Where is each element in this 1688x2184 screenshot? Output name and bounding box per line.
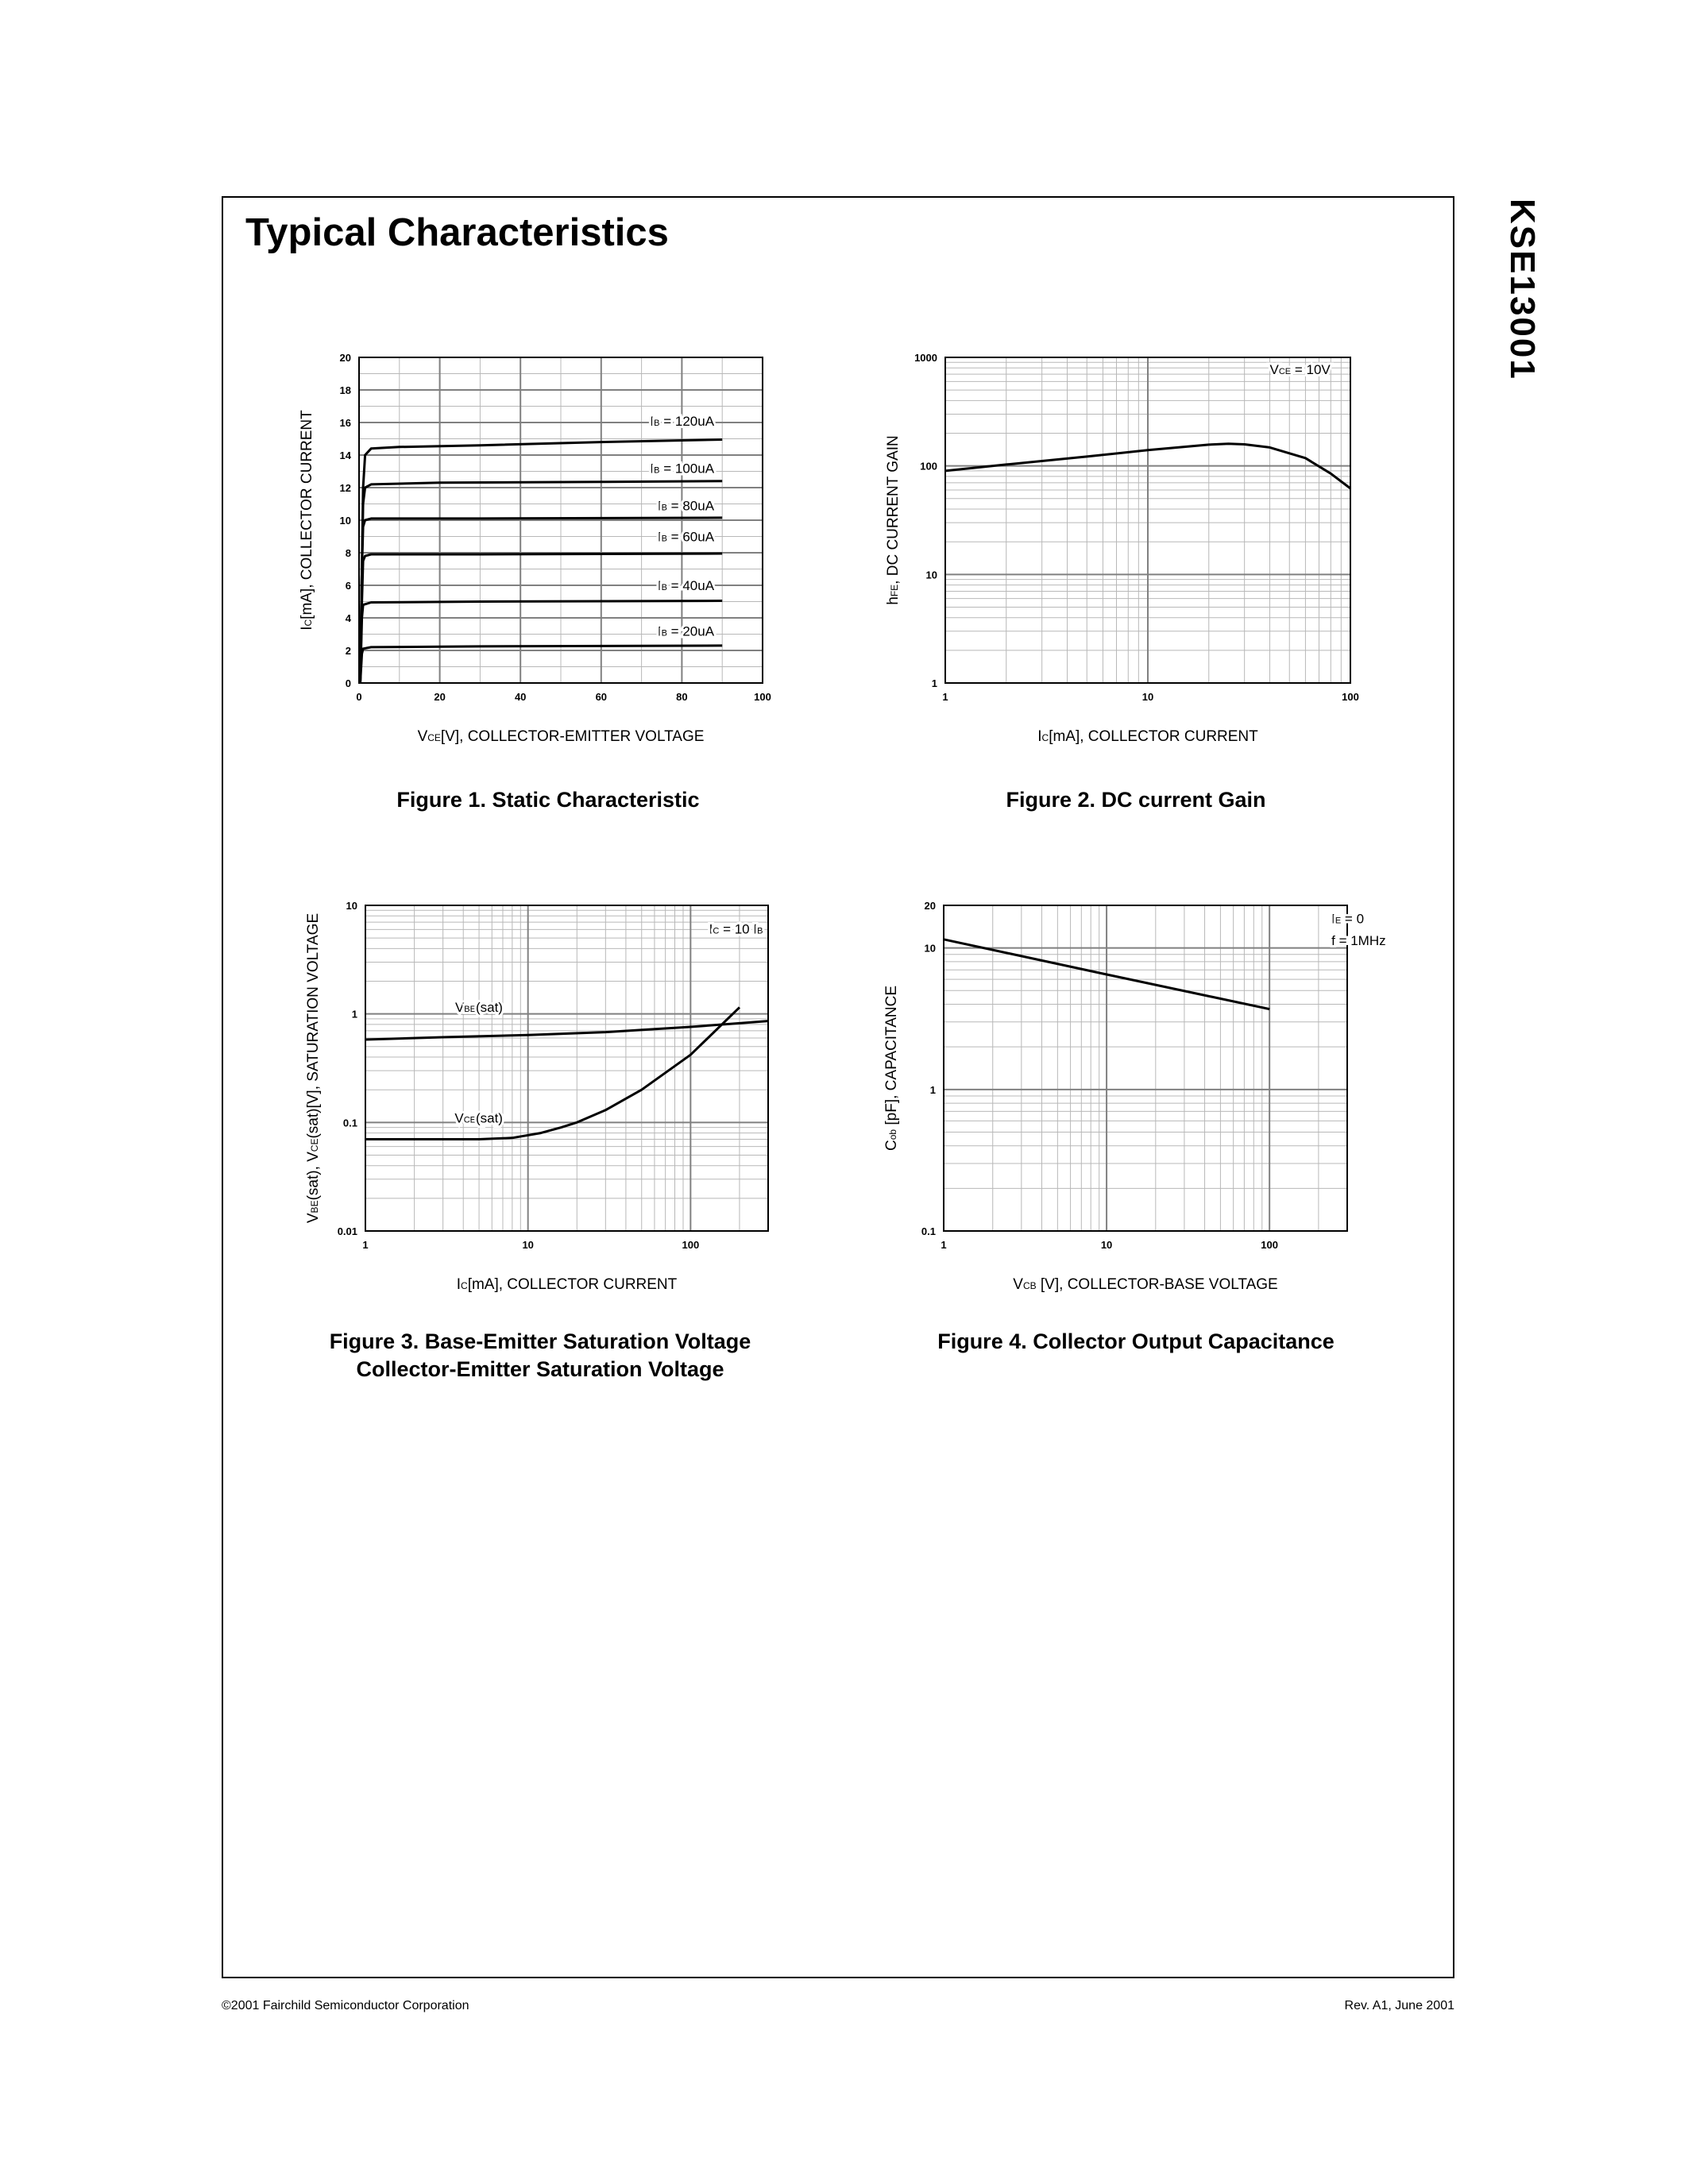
x-tick-label: 100 bbox=[1342, 691, 1359, 703]
series-label-1: VCE(sat) bbox=[454, 1110, 503, 1126]
y-tick-label: 8 bbox=[345, 547, 351, 559]
series-label-1: IB = 100uA bbox=[650, 461, 715, 477]
y-tick-label: 10 bbox=[925, 569, 937, 581]
x-axis-label: VCE[V], COLLECTOR-EMITTER VOLTAGE bbox=[417, 728, 705, 745]
grid bbox=[944, 905, 1347, 1231]
chart-saturation-voltage bbox=[270, 889, 794, 1318]
series-label-3: IB = 60uA bbox=[657, 529, 715, 545]
y-tick-label: 16 bbox=[339, 417, 351, 429]
figure-1-caption bbox=[350, 786, 747, 814]
chart-dc-current-gain bbox=[874, 341, 1398, 770]
figure-4-caption-line: Figure 4. Collector Output Capacitance bbox=[937, 1329, 1335, 1353]
figure-1-caption-line: Figure 1. Static Characteristic bbox=[396, 788, 700, 812]
y-axis-label: IC[mA], COLLECTOR CURRENT bbox=[299, 410, 315, 631]
series-label-0: VBE(sat) bbox=[454, 999, 503, 1015]
figure-3-caption-line-1: Figure 3. Base-Emitter Saturation Voltage bbox=[329, 1329, 751, 1353]
x-tick-label: 100 bbox=[682, 1239, 700, 1251]
x-tick-label: 20 bbox=[434, 691, 446, 703]
x-axis-label: IC[mA], COLLECTOR CURRENT bbox=[1037, 728, 1258, 745]
x-tick-label: 10 bbox=[1141, 691, 1154, 703]
series-label-0: IB = 120uA bbox=[650, 414, 715, 430]
part-number: KSE13001 bbox=[1503, 199, 1542, 380]
x-tick-label: 60 bbox=[595, 691, 608, 703]
y-tick-label: 0.01 bbox=[337, 1225, 357, 1237]
chart-annotation-1: f = 1MHz bbox=[1331, 932, 1386, 948]
y-tick-label: 1 bbox=[929, 1083, 936, 1096]
y-tick-label: 1 bbox=[351, 1008, 357, 1021]
footer-revision: Rev. A1, June 2001 bbox=[1344, 1999, 1454, 2012]
y-tick-label: 0.1 bbox=[342, 1117, 357, 1129]
series-label-4: IB = 40uA bbox=[657, 578, 715, 594]
y-axis-label: Cob [pF], CAPACITANCE bbox=[883, 986, 900, 1151]
y-axis-label: VBE(sat), VCE(sat)[V], SATURATION VOLTAGE bbox=[305, 913, 322, 1224]
y-tick-label: 20 bbox=[924, 900, 936, 912]
x-tick-label: 0 bbox=[356, 691, 362, 703]
figure-2-caption-line: Figure 2. DC current Gain bbox=[1006, 788, 1266, 812]
series-line-4 bbox=[361, 601, 723, 684]
y-tick-label: 18 bbox=[339, 384, 351, 396]
y-tick-label: 10 bbox=[346, 900, 357, 912]
x-tick-label: 100 bbox=[754, 691, 771, 703]
y-tick-label: 0 bbox=[345, 677, 351, 689]
x-tick-label: 100 bbox=[1261, 1239, 1279, 1251]
series-label-5: IB = 20uA bbox=[657, 623, 715, 639]
x-tick-label: 40 bbox=[514, 691, 527, 703]
grid bbox=[945, 357, 1350, 683]
page-title: Typical Characteristics bbox=[245, 211, 669, 254]
figure-4-caption bbox=[914, 1328, 1358, 1356]
footer-copyright: ©2001 Fairchild Semiconductor Corporation bbox=[222, 1999, 469, 2012]
figure-2-caption bbox=[937, 786, 1335, 814]
y-tick-label: 14 bbox=[339, 450, 351, 461]
y-tick-label: 4 bbox=[345, 612, 351, 624]
chart-static-characteristic bbox=[270, 341, 794, 770]
x-axis-label: IC[mA], COLLECTOR CURRENT bbox=[456, 1276, 678, 1293]
x-tick-label: 1 bbox=[942, 691, 948, 703]
y-tick-label: 12 bbox=[339, 482, 351, 494]
y-tick-label: 10 bbox=[924, 942, 936, 955]
x-tick-label: 1 bbox=[362, 1239, 369, 1251]
plot-frame bbox=[365, 905, 768, 1231]
y-axis-label: hFE, DC CURRENT GAIN bbox=[885, 435, 902, 605]
y-tick-label: 20 bbox=[339, 352, 351, 364]
chart-annotation-0: VCE = 10V bbox=[1269, 362, 1331, 378]
y-tick-label: 10 bbox=[339, 515, 351, 527]
y-tick-label: 1 bbox=[931, 677, 937, 689]
x-tick-label: 1 bbox=[941, 1239, 947, 1251]
y-tick-label: 6 bbox=[345, 580, 351, 592]
grid bbox=[365, 905, 768, 1231]
y-tick-label: 0.1 bbox=[921, 1225, 936, 1237]
series-label-2: IB = 80uA bbox=[657, 498, 715, 514]
x-tick-label: 10 bbox=[1100, 1239, 1113, 1251]
x-tick-label: 10 bbox=[522, 1239, 534, 1251]
x-axis-label: VCB [V], COLLECTOR-BASE VOLTAGE bbox=[1013, 1276, 1278, 1293]
y-tick-label: 1000 bbox=[914, 352, 937, 364]
chart-annotation-0: IC = 10 IB bbox=[709, 921, 763, 937]
x-tick-label: 80 bbox=[676, 691, 688, 703]
figure-3-caption bbox=[302, 1328, 778, 1383]
y-tick-label: 2 bbox=[345, 645, 351, 657]
chart-annotation-0: IE = 0 bbox=[1331, 911, 1365, 927]
figure-3-caption-line-2: Collector-Emitter Saturation Voltage bbox=[356, 1357, 724, 1381]
y-tick-label: 100 bbox=[920, 460, 937, 473]
chart-output-capacitance bbox=[874, 889, 1398, 1318]
